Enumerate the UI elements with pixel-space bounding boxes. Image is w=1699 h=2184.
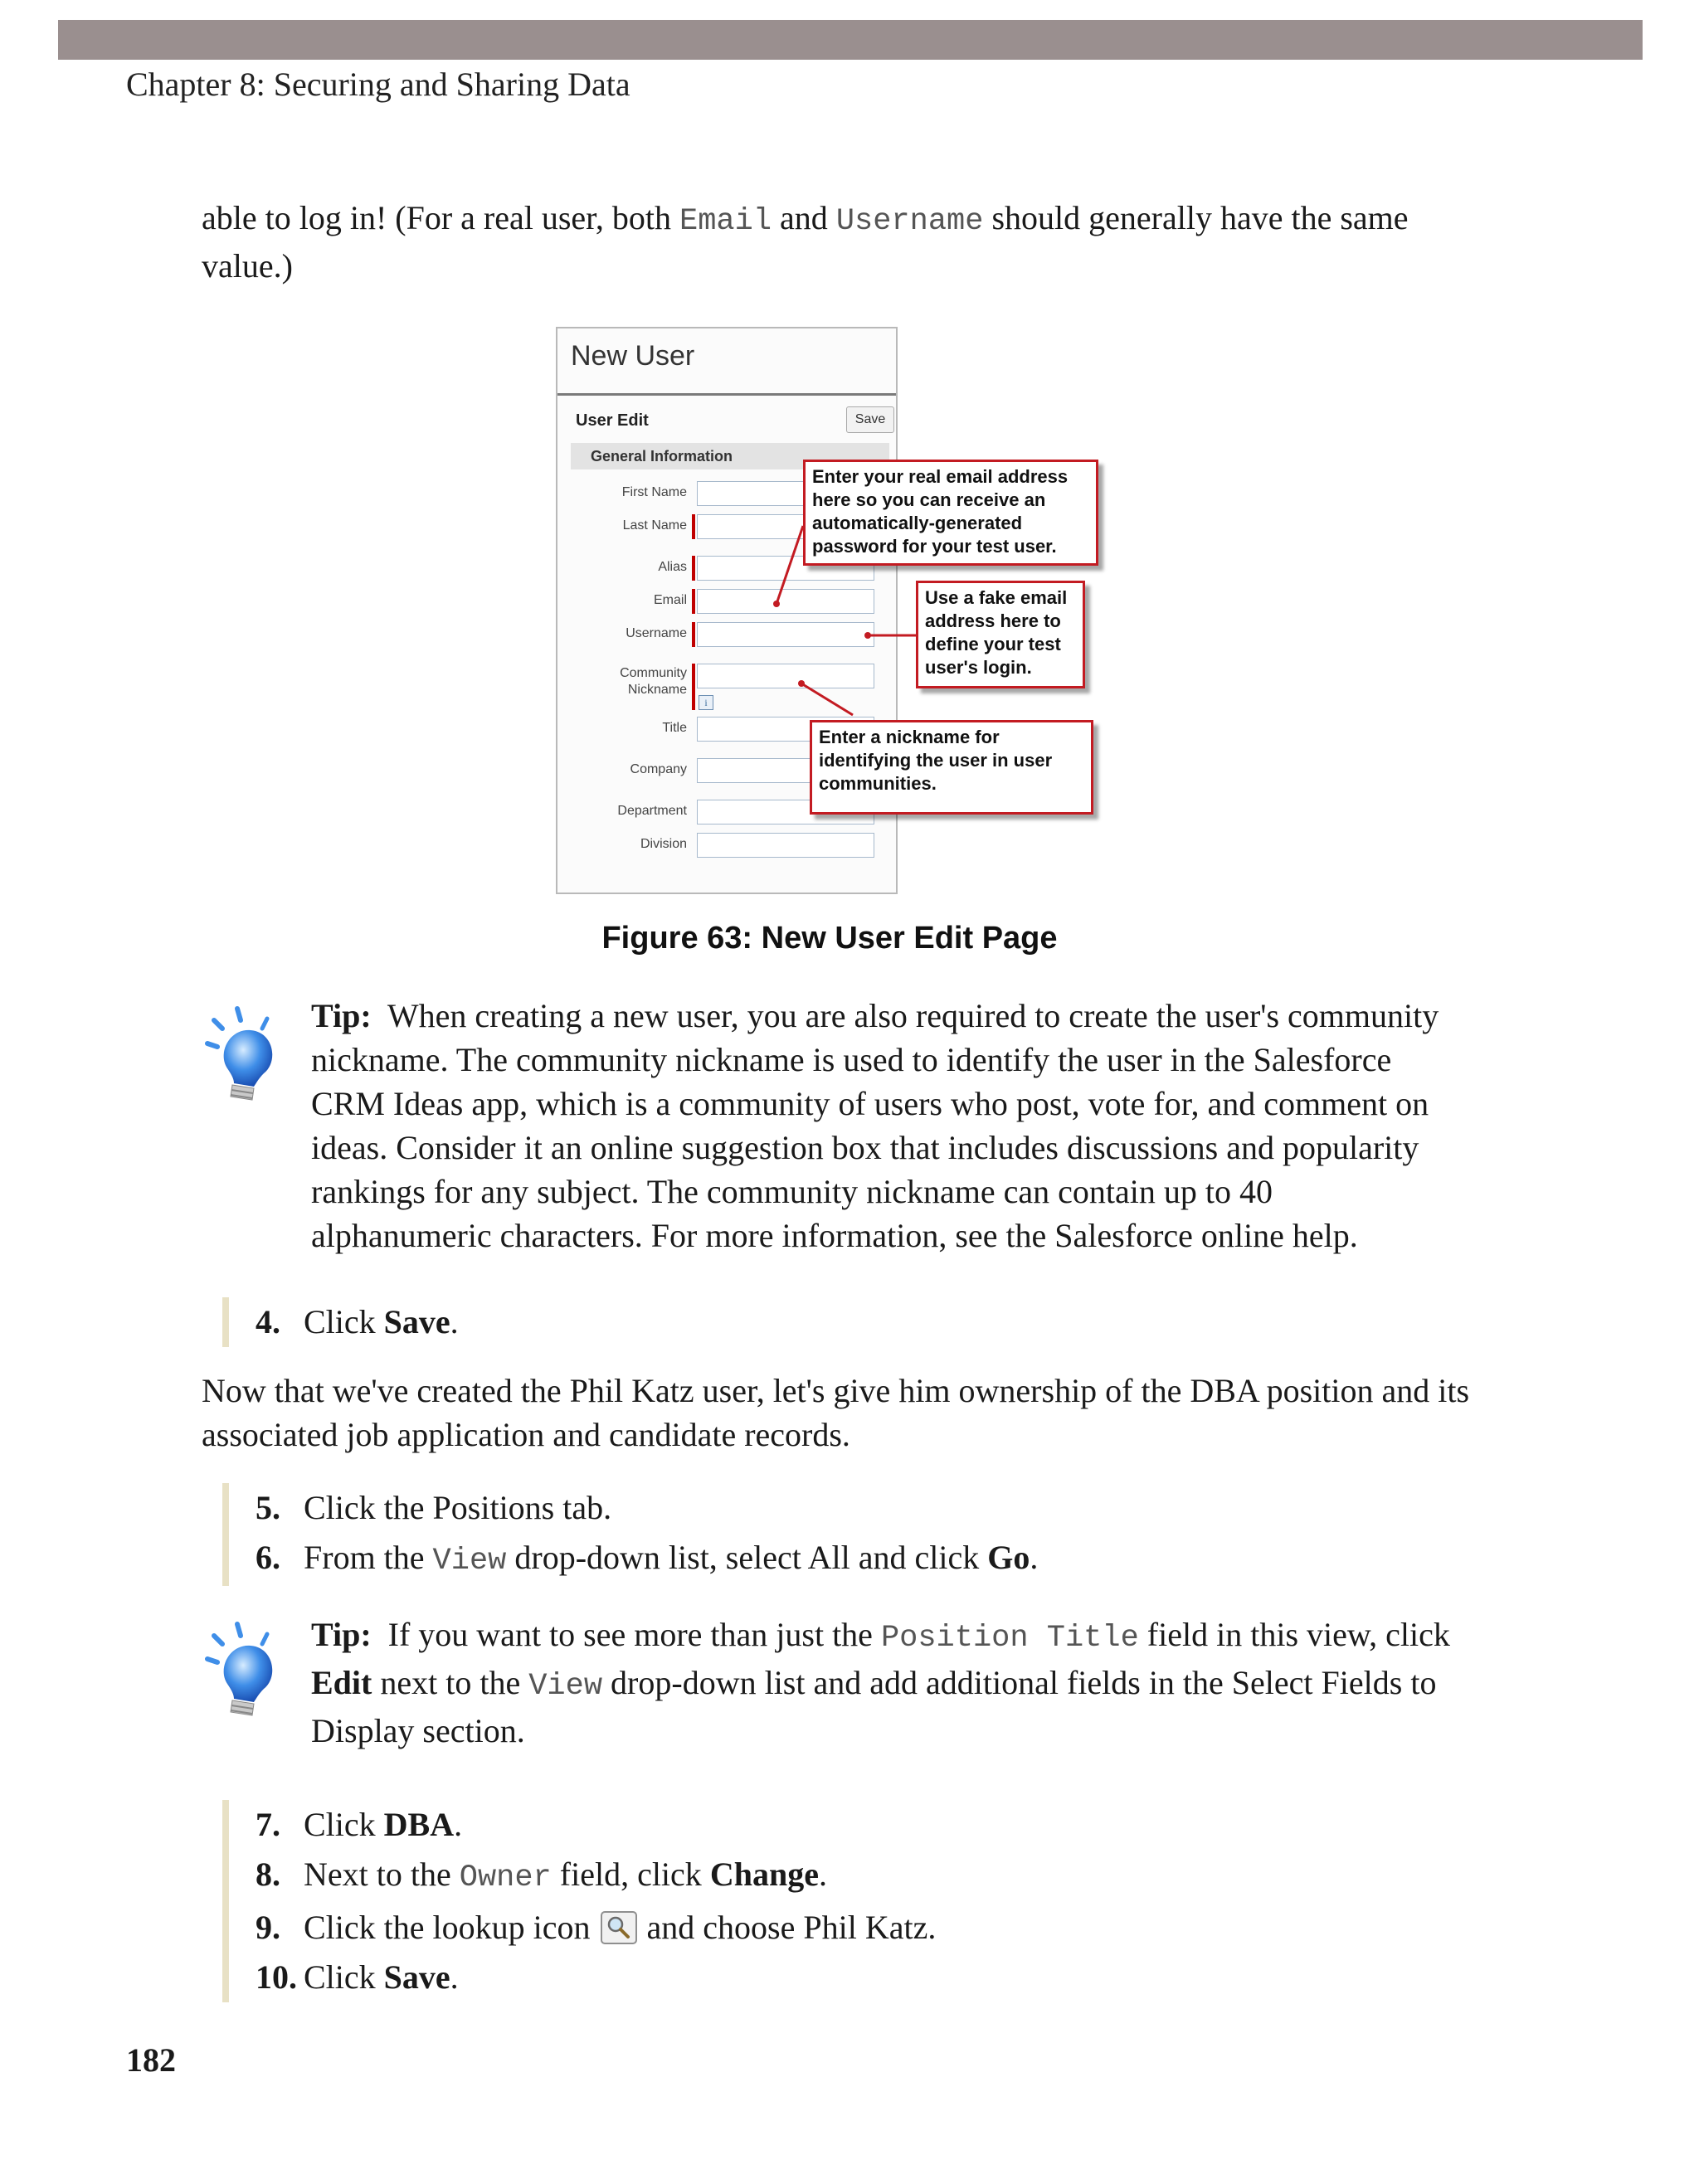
tip-2-text: drop-down list and add additional fields in the Select Fields to Display section. [311, 1664, 1437, 1749]
ownership-paragraph: Now that we've created the Phil Katz user, let's give him ownership of the DBA position and its associated job application and candidate records. [202, 1372, 1470, 1453]
tip-2-text: field in this view, click [1138, 1616, 1450, 1653]
step-number: 6. [256, 1539, 280, 1576]
lookup-icon [601, 1911, 637, 1944]
step-text: From the [304, 1539, 433, 1576]
step-9 [256, 1903, 936, 1953]
intro-text-1: able to log in! (For a real user, both [202, 199, 680, 236]
running-head: Chapter 8: Securing and Sharing Data [126, 66, 630, 103]
email-label: Email [653, 593, 687, 607]
step-number: 9. [256, 1909, 280, 1946]
step-text: drop-down list, select All and click [506, 1539, 988, 1576]
step-4 [256, 1297, 459, 1347]
code-owner: Owner [459, 1861, 552, 1895]
tip-2-label: Tip: [311, 1616, 372, 1653]
step-text: Click [304, 1806, 384, 1843]
user-edit-header: User Edit [576, 411, 649, 430]
first-name-label: First Name [621, 485, 687, 499]
step-number: 7. [256, 1806, 280, 1843]
steps-group-1 [222, 1297, 459, 1347]
step-6 [256, 1533, 1038, 1586]
email-callout: Enter your real email address here so you can receive an automatically-generated password for your test user. [803, 460, 1098, 566]
title-label: Title [662, 721, 687, 735]
step-bold: DBA [383, 1806, 455, 1843]
step-bold: Go [987, 1539, 1030, 1576]
community-nickname-label-line2: Nickname [627, 683, 687, 697]
step-text: and choose Phil Katz. [638, 1909, 937, 1946]
page-number: 182 [126, 2041, 176, 2079]
step-punct: . [454, 1806, 463, 1843]
intro-text-3: should generally have the same value.) [202, 199, 1409, 285]
step-10 [256, 1953, 936, 2002]
step-text: Click the lookup icon [304, 1909, 599, 1946]
step-punct: . [818, 1856, 827, 1893]
step-text: Click [304, 1303, 384, 1340]
nickname-callout-dot [798, 680, 805, 687]
tip-1-label: Tip: [311, 997, 372, 1034]
lightbulb-icon [202, 1619, 285, 1727]
steps-group-3 [222, 1800, 936, 2002]
step-number: 4. [256, 1303, 280, 1340]
last-name-label: Last Name [622, 518, 687, 533]
code-username: Username [835, 204, 984, 239]
step-text: Click [304, 1958, 384, 1996]
tip-1 [311, 994, 1456, 1257]
step-number: 8. [256, 1856, 280, 1893]
step-7 [256, 1800, 936, 1850]
code-email: Email [679, 204, 772, 239]
figure-caption: Figure 63: New User Edit Page [601, 921, 1058, 956]
intro-text-2: and [772, 199, 836, 236]
department-label: Department [617, 804, 687, 818]
step-punct: . [1030, 1539, 1039, 1576]
step-text: Next to the [304, 1856, 460, 1893]
step-5 [256, 1483, 1038, 1533]
step-text: field, click [551, 1856, 710, 1893]
code-view: View [432, 1544, 507, 1578]
step-text: Click the Positions tab. [304, 1489, 612, 1526]
alias-label: Alias [658, 560, 687, 574]
community-nickname-label-line1: Community [620, 666, 687, 680]
tip-1-text: When creating a new user, you are also required to create the user's community nickname. The community nickname is used to identify the user in the Salesforce CRM Ideas app, which is a community of users who post, vote for, and comment on ideas. Consider it an online suggestion box that includes discussions and popularity rankings for any subject. The community nickname can contain up to 40 alphanumeric characters. For more information, see the Salesforce online help. [311, 997, 1439, 1254]
step-bold: Save [383, 1303, 450, 1340]
step-number: 10. [256, 1958, 297, 1996]
username-callout: Use a fake email address here to define your test user's login. [916, 581, 1085, 688]
general-information-label: General Information [591, 448, 733, 465]
nickname-callout-line [801, 683, 853, 715]
tip-2-bold: Edit [311, 1664, 372, 1701]
step-number: 5. [256, 1489, 280, 1526]
username-callout-dot [864, 632, 871, 639]
nickname-callout: Enter a nickname for identifying the user in user communities. [810, 720, 1093, 815]
email-callout-dot [773, 601, 780, 607]
lightbulb-icon [202, 1004, 285, 1111]
window-title: New User [571, 340, 695, 372]
step-punct: . [450, 1958, 459, 1996]
info-icon[interactable]: i [699, 695, 713, 710]
save-button[interactable]: Save [846, 406, 894, 433]
code-position-title: Position Title [880, 1621, 1139, 1656]
step-bold: Save [383, 1958, 450, 1996]
tip-2-text: If you want to see more than just the [387, 1616, 881, 1653]
email-callout-line [776, 526, 803, 604]
steps-group-2 [222, 1483, 1038, 1586]
username-label: Username [626, 626, 687, 640]
tip-2 [311, 1612, 1456, 1753]
tip-2-text: next to the [372, 1664, 529, 1701]
step-punct: . [450, 1303, 459, 1340]
step-bold: Change [709, 1856, 819, 1893]
division-label: Division [640, 837, 687, 851]
company-label: Company [630, 762, 687, 776]
code-view: View [528, 1669, 603, 1704]
step-8 [256, 1850, 936, 1903]
